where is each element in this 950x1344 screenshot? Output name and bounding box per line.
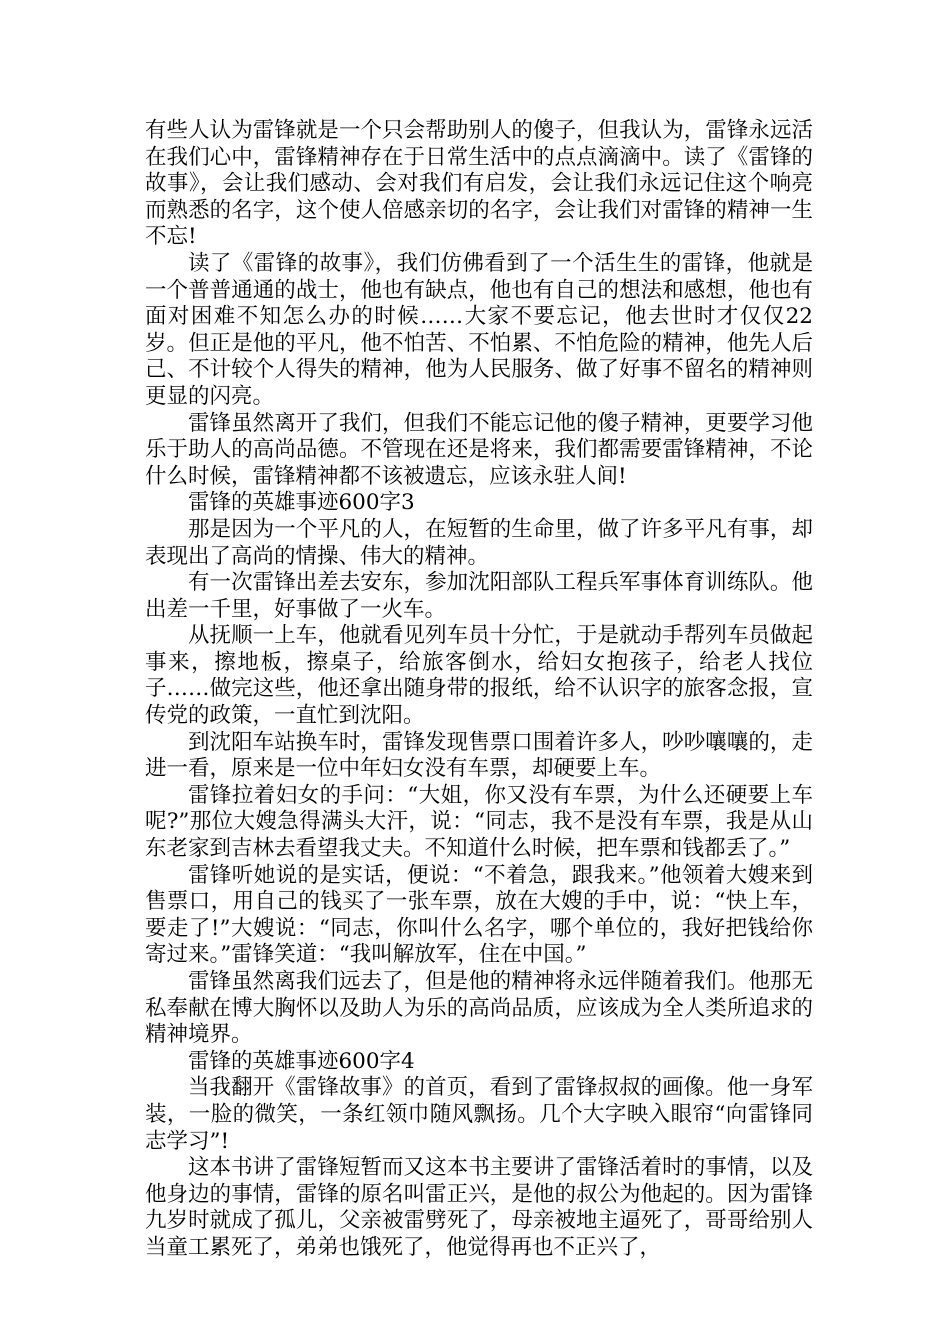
paragraph: 雷锋拉着妇女的手问：“大姐，你又没有车票，为什么还硬要上车呢?”那位大嫂急得满头大汗，说：“同志，我不是没有车票，我是从山东老家到吉林去看望我丈夫。不知道什么时候，把车票和钱都丢了。” — [145, 782, 813, 862]
section-heading: 雷锋的英雄事迹600字4 — [188, 1048, 415, 1074]
paragraph: 读了《雷锋的故事》，我们仿佛看到了一个活生生的雷锋，他就是一个普普通通的战士，他也有缺点，他也有自己的想法和感想，他也有面对困难不知怎么办的时候……大家不要忘记，他去世时才仅仅22岁。但正是他的平凡，他不怕苦、不怕累、不怕危险的精神，他先人后己、不计较个人得失的精神，他为人民服务、做了好事不留名的精神则更显的闪亮。 — [145, 250, 813, 409]
paragraph: 有些人认为雷锋就是一个只会帮助别人的傻子，但我认为，雷锋永远活在我们心中，雷锋精神存在于日常生活中的点点滴滴中。读了《雷锋的故事》，会让我们感动、会对我们有启发，会让我们永远记住这个响亮而熟悉的名字，这个使人倍感亲切的名字，会让我们对雷锋的精神一生不忘! — [145, 118, 813, 250]
paragraph: 那是因为一个平凡的人，在短暂的生命里，做了许多平凡有事，却表现出了高尚的情操、伟大的精神。 — [145, 516, 813, 569]
paragraph: 雷锋虽然离开了我们，但我们不能忘记他的傻子精神，更要学习他乐于助人的高尚品德。不管现在还是将来，我们都需要雷锋精神，不论什么时候，雷锋精神都不该被遗忘，应该永驻人间! — [145, 410, 813, 489]
paragraph: 这本书讲了雷锋短暂而又这本书主要讲了雷锋活着时的事情，以及他身边的事情，雷锋的原名叫雷正兴，是他的叔公为他起的。因为雷锋九岁时就成了孤儿，父亲被雷劈死了，母亲被地主逼死了，哥哥给别人当童工累死了，弟弟也饿死了，他觉得再也不正兴了， — [145, 1155, 813, 1260]
paragraph: 当我翻开《雷锋故事》的首页，看到了雷锋叔叔的画像。他一身军装，一脸的微笑，一条红领巾随风飘扬。几个大字映入眼帘“向雷锋同志学习”! — [145, 1075, 813, 1154]
paragraph: 从抚顺一上车，他就看见列车员十分忙，于是就动手帮列车员做起事来，擦地板，擦桌子，给旅客倒水，给妇女抱孩子，给老人找位子……做完这些，他还拿出随身带的报纸，给不认识字的旅客念报，宣传党的政策，一直忙到沈阳。 — [145, 623, 813, 729]
document-body — [145, 118, 813, 1262]
paragraph: 雷锋听她说的是实话，便说：“不着急，跟我来。”他领着大嫂来到售票口，用自己的钱买了一张车票，放在大嫂的手中，说：“快上车，要走了!”大嫂说：“同志，你叫什么名字，哪个单位的，我好把钱给你寄过来。”雷锋笑道：“我叫解放军，住在中国。” — [145, 862, 813, 968]
paragraph: 到沈阳车站换车时，雷锋发现售票口围着许多人，吵吵嚷嚷的，走进一看，原来是一位中年妇女没有车票，却硬要上车。 — [145, 729, 813, 782]
section-heading: 雷锋的英雄事迹600字3 — [188, 490, 415, 516]
paragraph: 有一次雷锋出差去安东，参加沈阳部队工程兵军事体育训练队。他出差一千里，好事做了一火车。 — [145, 570, 813, 622]
paragraph: 雷锋虽然离我们远去了，但是他的精神将永远伴随着我们。他那无私奉献在博大胸怀以及助人为乐的高尚品质，应该成为全人类所追求的精神境界。 — [145, 969, 813, 1048]
